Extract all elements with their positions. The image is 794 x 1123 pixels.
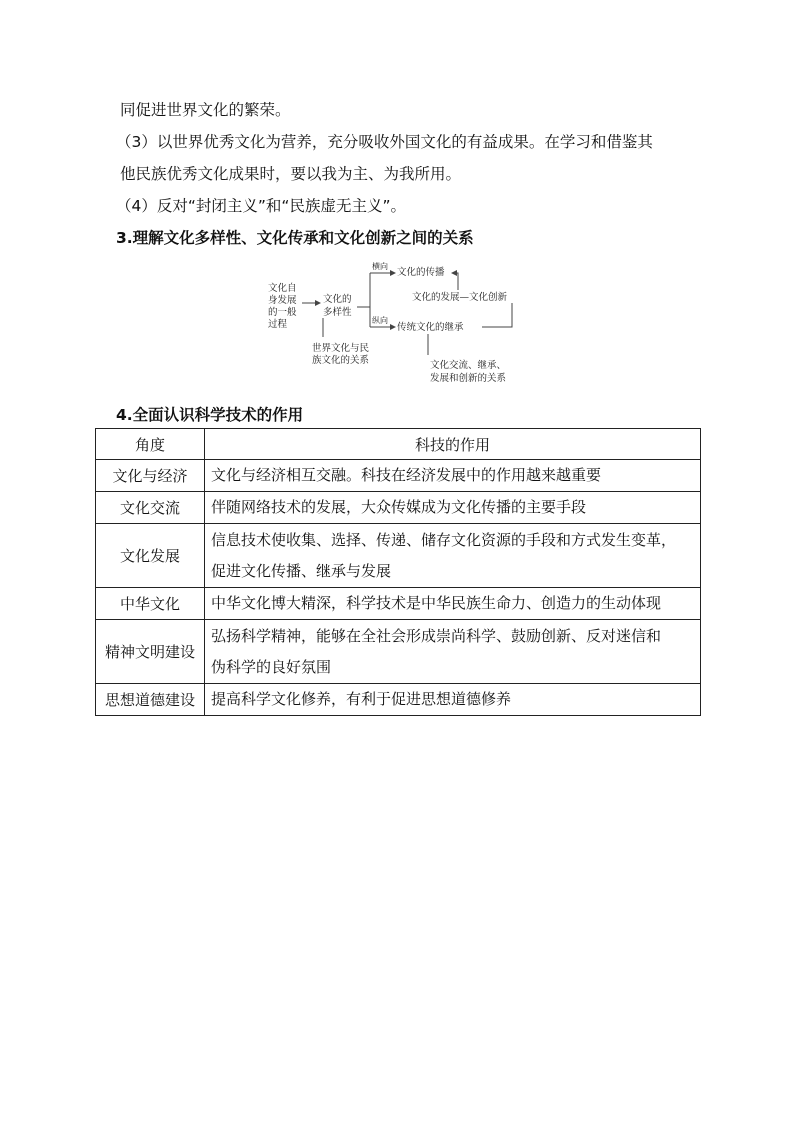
paragraph-point-4: （4）反对“封闭主义”和“民族虚无主义”。 (116, 197, 406, 215)
diagram-inherit: 传统文化的继承 (397, 322, 464, 333)
diagram-world-line2: 族文化的关系 (312, 355, 370, 366)
aspect-cell: 思想道德建设 (96, 684, 205, 716)
role-text: 弘扬科学精神，能够在全社会形成崇尚科学、鼓励创新、反对迷信和 (211, 626, 662, 645)
diagram-process-line3: 的一般 (268, 307, 297, 318)
diagram-development: 文化的发展—文化创新 (412, 292, 508, 303)
arrow-development-to-spread (452, 273, 458, 290)
role-cell (205, 684, 701, 716)
table-row (96, 588, 701, 620)
role-cell (205, 524, 701, 588)
diagram-exchange-line2: 发展和创新的关系 (430, 373, 507, 384)
diagram-world-line1: 世界文化与民 (312, 343, 370, 354)
aspect-cell: 文化交流 (96, 492, 205, 524)
culture-relationship-diagram (260, 255, 540, 390)
table-row (96, 492, 701, 524)
role-text: 伪科学的良好氛围 (211, 657, 332, 676)
diagram-process-line2: 身发展 (268, 295, 297, 306)
table-row (96, 684, 701, 716)
table-row (96, 524, 701, 588)
aspect-cell: 文化与经济 (96, 460, 205, 492)
paragraph-conclusion: 同促进世界文化的繁荣。 (120, 101, 291, 119)
role-text: 文化与经济相互交融。科技在经济发展中的作用越来越重要 (211, 466, 602, 484)
diagram-spread: 文化的传播 (397, 267, 445, 278)
diagram-diversity-line1: 文化的 (323, 294, 352, 305)
role-cell (205, 588, 701, 620)
link-development-to-inherit (482, 303, 512, 327)
table-header-row (96, 429, 701, 460)
role-cell (205, 620, 701, 684)
paragraph-point-3-line2: 他民族优秀文化成果时，要以我为主、为我所用。 (120, 165, 462, 183)
role-cell (205, 460, 701, 492)
header-role: 科技的作用 (205, 429, 701, 460)
diagram-process-line4: 过程 (268, 319, 288, 330)
aspect-cell: 文化发展 (96, 524, 205, 588)
role-text: 促进文化传播、继承与发展 (211, 561, 392, 580)
diagram-diversity-line2: 多样性 (323, 307, 352, 318)
section-3-heading: 3.理解文化多样性、文化传承和文化创新之间的关系 (116, 229, 474, 247)
diagram-process-line1: 文化自 (268, 283, 297, 294)
table-row (96, 460, 701, 492)
aspect-cell: 精神文明建设 (96, 620, 205, 684)
role-text: 伴随网络技术的发展，大众传媒成为文化传播的主要手段 (211, 498, 587, 516)
paragraph-point-3-line1: （3）以世界优秀文化为营养，充分吸收外国文化的有益成果。在学习和借鉴其 (116, 133, 653, 151)
header-aspect: 角度 (96, 429, 205, 460)
table-row (96, 620, 701, 684)
diagram-vertical-label: 纵向 (372, 316, 388, 325)
role-text: 中华文化博大精深，科学技术是中华民族生命力、创造力的生动体现 (211, 594, 662, 612)
role-text: 提高科学文化修养，有利于促进思想道德修养 (211, 690, 512, 708)
section-4-heading: 4.全面认识科学技术的作用 (116, 406, 304, 424)
aspect-cell: 中华文化 (96, 588, 205, 620)
role-text: 信息技术使收集、选择、传递、储存文化资源的手段和方式发生变革， (211, 530, 677, 549)
diagram-exchange-line1: 文化交流、继承、 (430, 360, 507, 371)
diagram-horizontal-label: 横向 (372, 262, 388, 271)
role-cell (205, 492, 701, 524)
technology-role-table (95, 428, 701, 716)
